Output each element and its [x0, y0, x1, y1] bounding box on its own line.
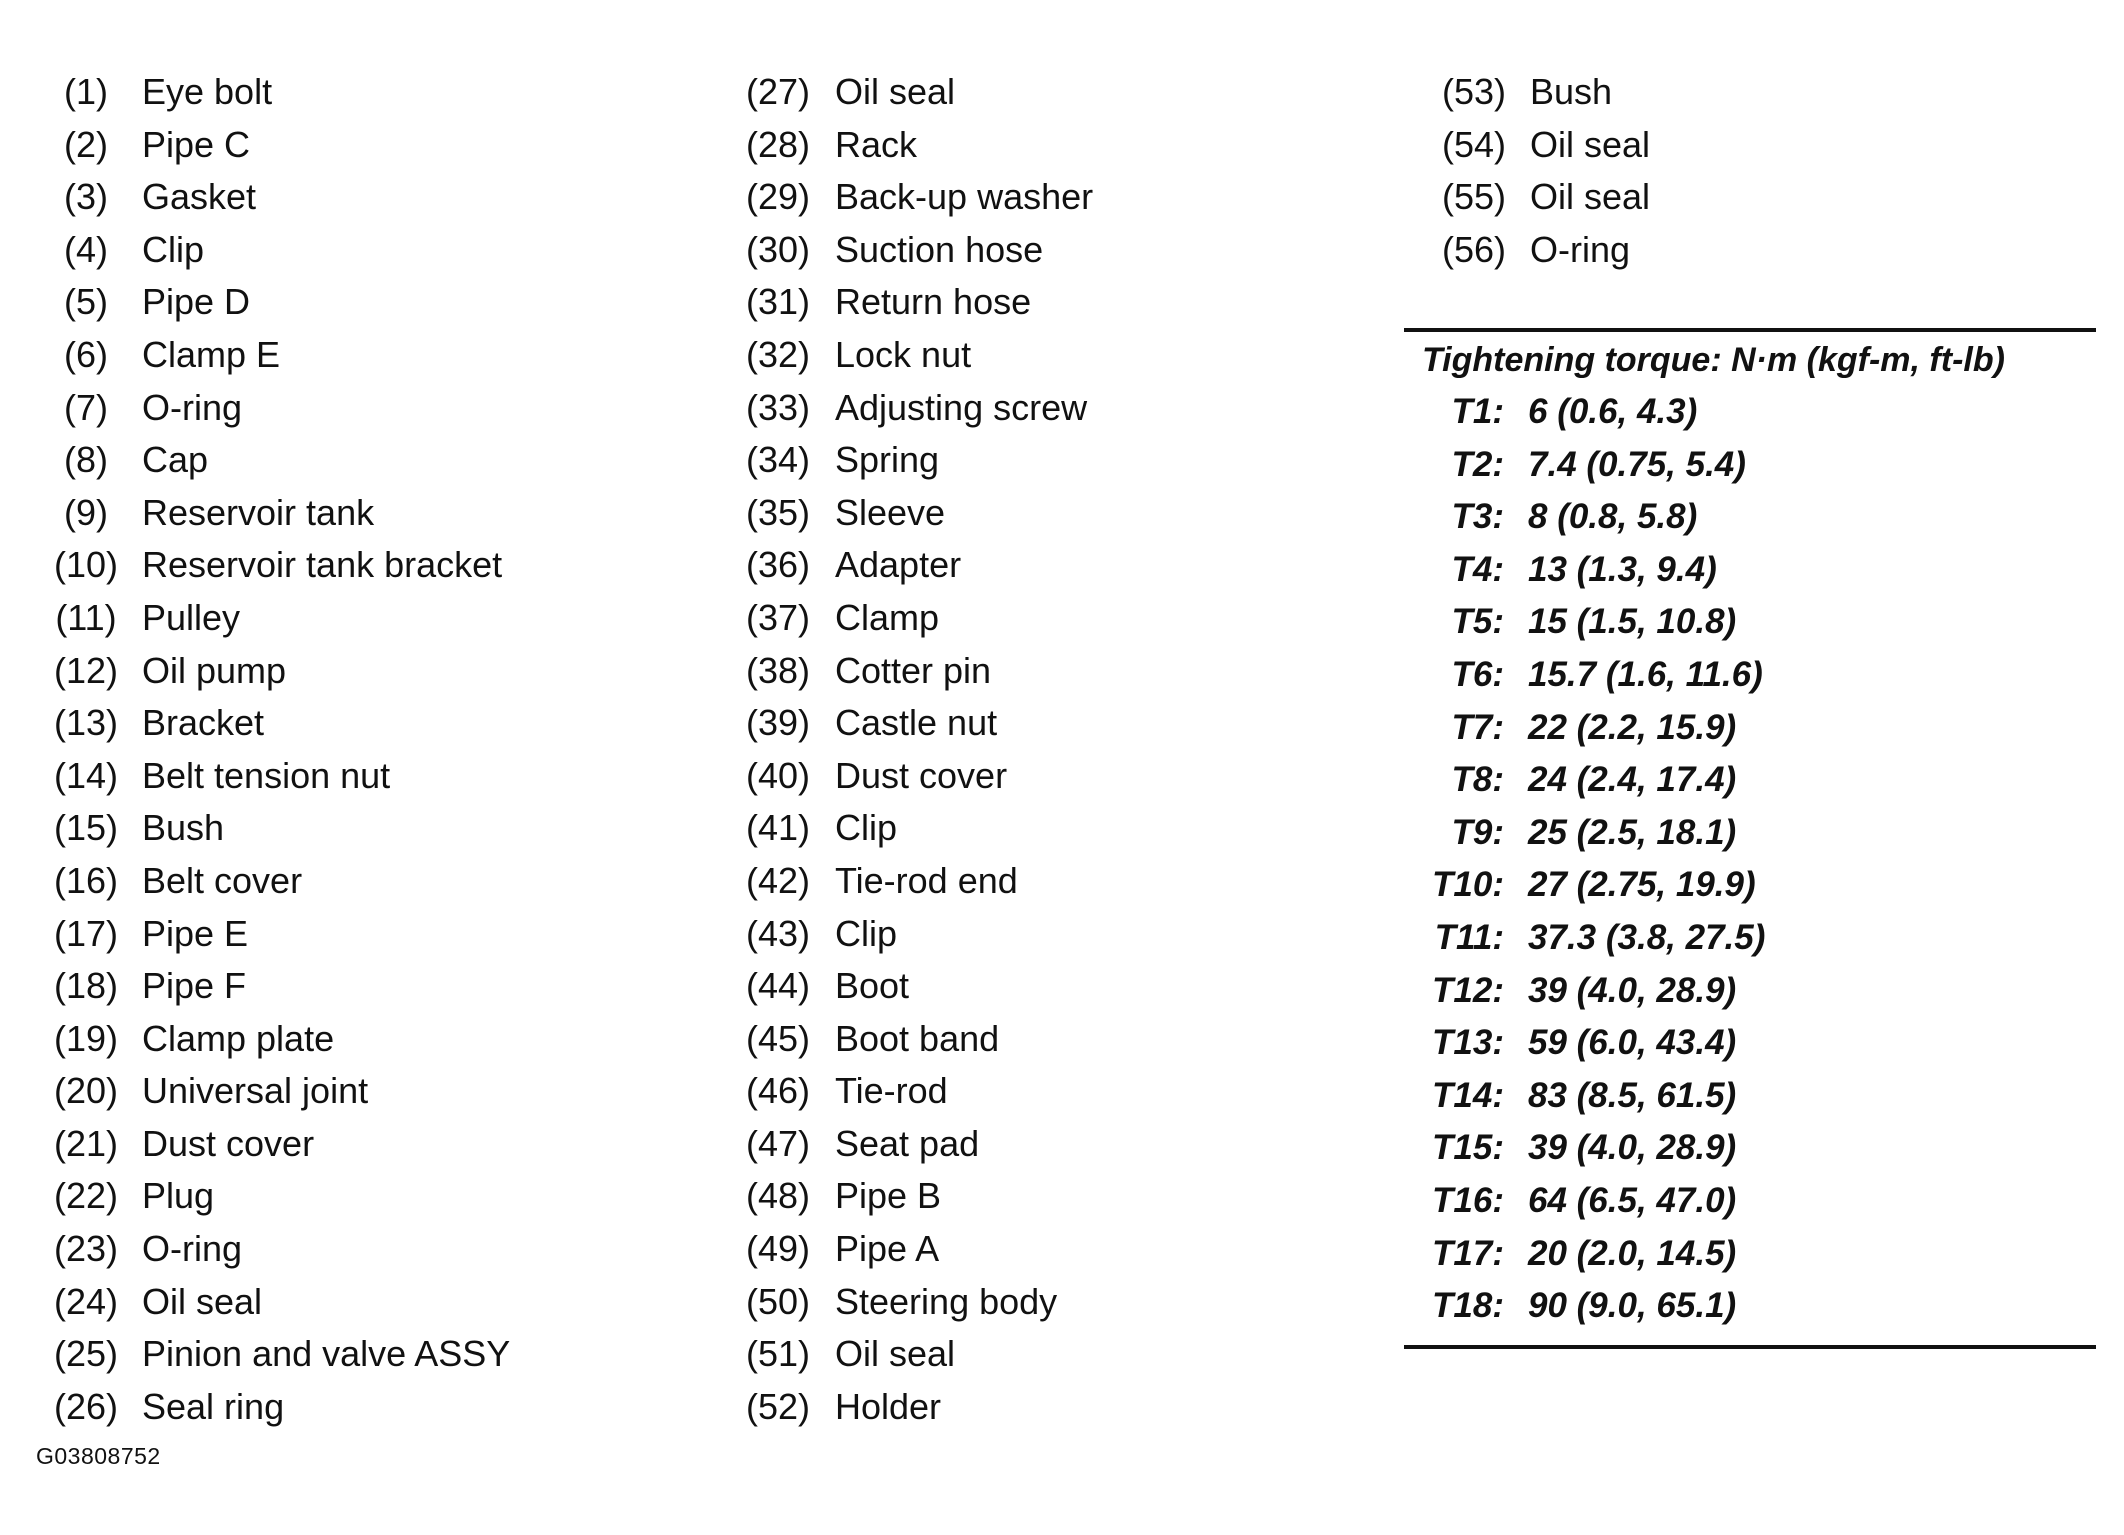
- part-list-item: [36, 121, 656, 174]
- torque-value: 6 (0.6, 4.3): [1528, 392, 1698, 431]
- part-list-item: [36, 1278, 656, 1331]
- part-number: (42): [745, 859, 811, 901]
- part-name: Dust cover: [142, 1122, 315, 1164]
- part-number: (30): [745, 228, 811, 270]
- part-list-item: [36, 1067, 656, 1120]
- part-name: Castle nut: [835, 702, 998, 744]
- part-number: (21): [53, 1122, 119, 1164]
- parts-list-column-middle: [728, 68, 1348, 1435]
- part-list-item: [728, 910, 1348, 963]
- part-number: (15): [53, 807, 119, 849]
- part-number: (54): [1441, 123, 1507, 165]
- part-number: (55): [1441, 176, 1507, 218]
- part-list-item: [728, 489, 1348, 542]
- torque-table-title: Tightening torque: N·m (kgf-m, ft-lb): [1422, 341, 2005, 379]
- part-list-item: [728, 594, 1348, 647]
- part-number: (46): [745, 1070, 811, 1112]
- torque-id: T16:: [1432, 1180, 1504, 1220]
- part-list-item: [728, 1225, 1348, 1278]
- parts-list-column-left: [36, 68, 656, 1435]
- part-number: (10): [53, 544, 119, 586]
- torque-id: T11:: [1434, 917, 1504, 957]
- part-list-item: [36, 173, 656, 226]
- part-name: Plug: [142, 1175, 215, 1217]
- part-number: (18): [53, 965, 119, 1007]
- part-list-item: [728, 857, 1348, 910]
- part-number: (56): [1441, 228, 1507, 270]
- part-list-item: [36, 1015, 656, 1068]
- part-name: Cap: [142, 439, 209, 481]
- part-name: Clip: [835, 912, 898, 954]
- part-name: Eye bolt: [142, 71, 273, 112]
- part-list-item: [728, 1172, 1348, 1225]
- part-name: Rack: [835, 123, 918, 165]
- part-number: (13): [53, 702, 119, 744]
- part-list-item: [36, 962, 656, 1015]
- torque-row: [1404, 1019, 2096, 1072]
- part-list-item: [728, 1067, 1348, 1120]
- part-number: (20): [53, 1070, 119, 1112]
- part-list-item: [1424, 121, 2084, 174]
- part-list-item: [728, 699, 1348, 752]
- part-number: (26): [53, 1385, 119, 1427]
- part-number: (38): [745, 649, 811, 691]
- part-list-item: [728, 804, 1348, 857]
- torque-row: [1404, 651, 2096, 704]
- part-number: (22): [53, 1175, 119, 1217]
- part-list-item: [36, 804, 656, 857]
- part-name: Pipe D: [142, 281, 251, 323]
- part-number: (29): [745, 176, 811, 218]
- part-name: Oil pump: [142, 649, 287, 691]
- part-number: (36): [745, 544, 811, 586]
- part-number: (16): [53, 859, 119, 901]
- part-name: Oil seal: [142, 1280, 263, 1322]
- part-name: Back-up washer: [835, 176, 1094, 218]
- part-name: Adapter: [835, 544, 962, 586]
- torque-id: T8:: [1451, 760, 1504, 800]
- part-name: Pulley: [142, 596, 241, 638]
- torque-row: [1404, 1124, 2096, 1177]
- torque-value: 39 (4.0, 28.9): [1528, 1128, 1737, 1168]
- part-name: Reservoir tank: [142, 491, 375, 533]
- torque-value: 24 (2.4, 17.4): [1528, 760, 1737, 800]
- torque-value: 25 (2.5, 18.1): [1528, 812, 1737, 852]
- part-number: (5): [64, 281, 108, 323]
- part-number: (39): [745, 702, 811, 744]
- part-name: Boot band: [835, 1017, 1000, 1059]
- part-list-item: [36, 647, 656, 700]
- torque-row: [1404, 914, 2096, 967]
- torque-id: T17:: [1432, 1233, 1504, 1273]
- part-list-item: [36, 489, 656, 542]
- part-name: Dust cover: [835, 754, 1008, 796]
- part-name: Bush: [142, 807, 225, 849]
- part-name: Tie-rod: [835, 1070, 948, 1112]
- part-list-item: [728, 68, 1348, 121]
- part-number: (28): [745, 123, 811, 165]
- part-number: (32): [745, 333, 811, 375]
- part-name: Sleeve: [835, 491, 946, 533]
- torque-row: [1404, 598, 2096, 651]
- figure-code: G03808752: [36, 1443, 161, 1469]
- part-name: Pipe B: [835, 1175, 942, 1217]
- part-list-item: [728, 226, 1348, 279]
- part-number: (3): [64, 176, 108, 218]
- torque-id: T1:: [1451, 392, 1504, 431]
- part-number: (12): [53, 649, 119, 691]
- torque-id: T10:: [1432, 865, 1504, 905]
- part-list-item: [36, 857, 656, 910]
- part-number: (7): [64, 386, 108, 428]
- torque-value: 20 (2.0, 14.5): [1528, 1233, 1737, 1273]
- part-list-item: [36, 384, 656, 437]
- torque-value: 13 (1.3, 9.4): [1528, 549, 1717, 589]
- part-name: Clip: [142, 228, 205, 270]
- part-name: Pipe F: [142, 965, 247, 1007]
- part-list-item: [36, 910, 656, 963]
- part-list-item: [728, 436, 1348, 489]
- part-name: Belt cover: [142, 859, 303, 901]
- part-number: (9): [64, 491, 108, 533]
- part-number: (53): [1441, 71, 1507, 112]
- torque-id: T18:: [1432, 1286, 1504, 1326]
- part-name: Pipe E: [142, 912, 249, 954]
- part-name: Seal ring: [142, 1385, 285, 1427]
- part-name: Clamp E: [142, 333, 281, 375]
- part-number: (24): [53, 1280, 119, 1322]
- part-list-item: [728, 1383, 1348, 1436]
- part-list-item: [36, 436, 656, 489]
- torque-value: 8 (0.8, 5.8): [1528, 497, 1698, 537]
- part-number: (48): [745, 1175, 811, 1217]
- part-list-item: [728, 541, 1348, 594]
- part-number: (19): [53, 1017, 119, 1059]
- torque-row: [1404, 388, 2096, 441]
- torque-rows: [1404, 388, 2096, 1335]
- torque-id: T12:: [1432, 970, 1504, 1010]
- torque-id: T9:: [1451, 812, 1504, 852]
- part-number: (27): [745, 71, 811, 112]
- part-name: O-ring: [142, 1228, 243, 1270]
- part-name: Clamp plate: [142, 1017, 335, 1059]
- torque-row: [1404, 704, 2096, 757]
- part-list-item: [36, 752, 656, 805]
- torque-row: [1404, 756, 2096, 809]
- part-number: (49): [745, 1228, 811, 1270]
- part-number: (14): [53, 754, 119, 796]
- part-number: (2): [64, 123, 108, 165]
- part-list-item: [1424, 68, 2084, 121]
- part-number: (33): [745, 386, 811, 428]
- torque-value: 15.7 (1.6, 11.6): [1528, 654, 1763, 694]
- part-name: Suction hose: [835, 228, 1044, 270]
- part-number: (40): [745, 754, 811, 796]
- torque-id: T6:: [1451, 654, 1504, 694]
- part-name: Belt tension nut: [142, 754, 391, 796]
- part-number: (34): [745, 439, 811, 481]
- part-name: Spring: [835, 439, 940, 481]
- part-list-item: [728, 384, 1348, 437]
- part-number: (44): [745, 965, 811, 1007]
- part-list-item: [36, 1120, 656, 1173]
- part-name: Pinion and valve ASSY: [142, 1333, 511, 1375]
- part-name: Clamp: [835, 596, 940, 638]
- part-number: (23): [53, 1228, 119, 1270]
- torque-row: [1404, 546, 2096, 599]
- part-name: Return hose: [835, 281, 1032, 323]
- part-name: Pipe C: [142, 123, 251, 165]
- torque-value: 7.4 (0.75, 5.4): [1528, 444, 1746, 484]
- part-number: (25): [53, 1333, 119, 1375]
- part-name: Gasket: [142, 176, 257, 218]
- part-name: Reservoir tank bracket: [142, 544, 503, 586]
- part-name: Oil seal: [1530, 176, 1651, 218]
- part-list-item: [728, 121, 1348, 174]
- part-name: Oil seal: [835, 1333, 956, 1375]
- torque-row: [1404, 1282, 2096, 1335]
- part-list-item: [36, 68, 656, 121]
- part-name: O-ring: [1530, 228, 1631, 270]
- parts-list-column-right: [1424, 68, 2084, 278]
- torque-id: T13:: [1432, 1023, 1504, 1063]
- part-number: (41): [745, 807, 811, 849]
- part-number: (45): [745, 1017, 811, 1059]
- part-name: Tie-rod end: [835, 859, 1018, 901]
- part-number: (11): [55, 596, 117, 638]
- torque-id: T4:: [1451, 549, 1504, 589]
- part-name: Cotter pin: [835, 649, 992, 691]
- torque-row: [1404, 809, 2096, 862]
- part-name: Oil seal: [1530, 123, 1651, 165]
- part-list-item: [728, 962, 1348, 1015]
- torque-row: [1404, 967, 2096, 1020]
- part-number: (37): [745, 596, 811, 638]
- torque-id: T14:: [1432, 1075, 1504, 1115]
- torque-id: T5:: [1451, 602, 1504, 642]
- part-list-item: [36, 699, 656, 752]
- part-list-item: [1424, 173, 2084, 226]
- torque-id: T7:: [1451, 707, 1504, 747]
- torque-value: 27 (2.75, 19.9): [1528, 865, 1756, 905]
- part-number: (8): [64, 439, 108, 481]
- torque-value: 37.3 (3.8, 27.5): [1528, 917, 1766, 957]
- part-number: (50): [745, 1280, 811, 1322]
- torque-value: 64 (6.5, 47.0): [1528, 1180, 1737, 1220]
- part-name: Pipe A: [835, 1228, 940, 1270]
- torque-value: 83 (8.5, 61.5): [1528, 1075, 1737, 1115]
- torque-value: 22 (2.2, 15.9): [1528, 707, 1737, 747]
- torque-value: 59 (6.0, 43.4): [1528, 1023, 1737, 1063]
- torque-row: [1404, 861, 2096, 914]
- part-number: (43): [745, 912, 811, 954]
- part-list-item: [728, 647, 1348, 700]
- part-list-item: [728, 1120, 1348, 1173]
- torque-row: [1404, 1072, 2096, 1125]
- torque-id: T3:: [1451, 497, 1504, 537]
- part-name: Bracket: [142, 702, 265, 744]
- part-name: Holder: [835, 1385, 942, 1427]
- part-name: Clip: [835, 807, 898, 849]
- part-list-item: [36, 594, 656, 647]
- torque-id: T2:: [1451, 444, 1504, 484]
- part-name: O-ring: [142, 386, 243, 428]
- part-number: (1): [64, 71, 108, 112]
- part-name: Bush: [1530, 71, 1613, 112]
- part-list-item: [36, 226, 656, 279]
- part-number: (31): [745, 281, 811, 323]
- part-list-item: [36, 331, 656, 384]
- torque-row: [1404, 1177, 2096, 1230]
- torque-row: [1404, 441, 2096, 494]
- part-list-item: [36, 1172, 656, 1225]
- part-list-item: [728, 752, 1348, 805]
- part-name: Lock nut: [835, 333, 972, 375]
- part-number: (47): [745, 1122, 811, 1164]
- part-list-item: [728, 1278, 1348, 1331]
- torque-value: 15 (1.5, 10.8): [1528, 602, 1737, 642]
- part-list-item: [36, 1225, 656, 1278]
- part-list-item: [36, 1330, 656, 1383]
- part-list-item: [36, 278, 656, 331]
- part-list-item: [728, 1330, 1348, 1383]
- part-name: Adjusting screw: [835, 386, 1088, 428]
- part-list-item: [1424, 226, 2084, 279]
- part-number: (17): [53, 912, 119, 954]
- part-list-item: [36, 1383, 656, 1436]
- part-number: (52): [745, 1385, 811, 1427]
- part-number: (4): [64, 228, 108, 270]
- torque-row: [1404, 1230, 2096, 1283]
- part-number: (6): [64, 333, 108, 375]
- torque-id: T15:: [1432, 1128, 1504, 1168]
- part-list-item: [36, 541, 656, 594]
- torque-row: [1404, 493, 2096, 546]
- part-list-item: [728, 173, 1348, 226]
- part-name: Boot: [835, 965, 910, 1007]
- torque-value: 39 (4.0, 28.9): [1528, 970, 1737, 1010]
- part-name: Oil seal: [835, 71, 956, 112]
- tightening-torque-table: [1404, 328, 2096, 1349]
- part-name: Seat pad: [835, 1122, 980, 1164]
- part-list-item: [728, 1015, 1348, 1068]
- part-list-item: [728, 278, 1348, 331]
- part-number: (51): [745, 1333, 811, 1375]
- part-name: Steering body: [835, 1280, 1058, 1322]
- torque-value: 90 (9.0, 65.1): [1528, 1286, 1737, 1326]
- part-number: (35): [745, 491, 811, 533]
- part-list-item: [728, 331, 1348, 384]
- part-name: Universal joint: [142, 1070, 369, 1112]
